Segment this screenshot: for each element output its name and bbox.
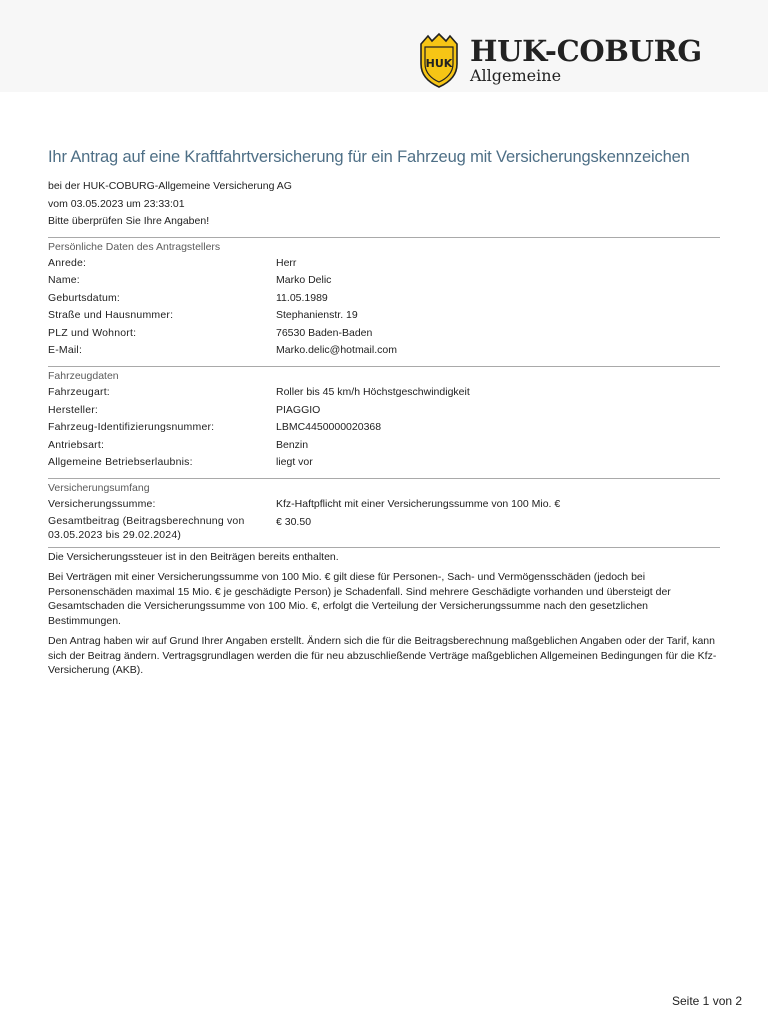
field-label: Allgemeine Betriebserlaubnis:	[48, 456, 193, 469]
field-label: Straße und Hausnummer:	[48, 309, 174, 322]
field-value: Marko Delic	[276, 274, 332, 287]
field-label: Geburtsdatum:	[48, 291, 121, 304]
field-label: Anrede:	[48, 256, 87, 269]
field-value: PIAGGIO	[276, 403, 321, 416]
field-value: Benzin	[276, 438, 309, 451]
brand-subtitle: Allgemeine	[470, 66, 562, 85]
data-row-anrede	[48, 255, 720, 273]
intro-check-note: Bitte überprüfen Sie Ihre Angaben!	[48, 215, 210, 227]
field-value: Roller bis 45 km/h Höchstgeschwindigkeit	[276, 386, 470, 399]
field-label: Antriebsart:	[48, 438, 105, 451]
data-row-vehicle-type	[48, 384, 720, 402]
page-number: Seite 1 von 2	[672, 994, 743, 1008]
note-contract-basis: Den Antrag haben wir auf Grund Ihrer Angaben erstellt. Ändern sich die für die Beitragsberechnung maßgeblichen Angaben oder der Tarif, kann sich der Beitrag ändern. Vertragsgrundlagen werden die für neu abzuschließende Verträge maßgeblichen Allgemeinen Bedingungen für die Kfz-Versicherung (AKB).	[48, 635, 717, 677]
notes-section	[48, 547, 720, 678]
intro-insurer: bei der HUK-COBURG-Allgemeine Versicherung AG	[48, 180, 292, 192]
field-label: Fahrzeugart:	[48, 386, 110, 399]
huk-coburg-logo	[418, 32, 702, 90]
data-row-fuel	[48, 437, 720, 455]
field-value: € 30.50	[276, 515, 312, 528]
data-row-name	[48, 272, 720, 290]
data-row-email	[48, 342, 720, 360]
field-label: PLZ und Wohnort:	[48, 326, 137, 339]
field-label: Gesamtbeitrag (Beitragsberechnung von 03.05.2023 bis 29.02.2024)	[48, 514, 245, 542]
data-row-total-premium	[48, 514, 720, 543]
section-title-vehicle: Fahrzeugdaten	[48, 370, 119, 383]
document-title: Ihr Antrag auf eine Kraftfahrtversicherung für ein Fahrzeug mit Versicherungskennzeichen	[48, 148, 690, 166]
field-value: Kfz-Haftpflicht mit einer Versicherungssumme von 100 Mio. €	[276, 498, 561, 511]
section-title-coverage: Versicherungsumfang	[48, 482, 150, 495]
section-coverage	[48, 478, 720, 543]
data-row-vin	[48, 419, 720, 437]
huk-shield-icon	[418, 32, 460, 88]
data-row-street	[48, 307, 720, 325]
section-title-personal: Persönliche Daten des Antragstellers	[48, 240, 221, 253]
data-row-sum-insured	[48, 496, 720, 514]
brand-name: HUK-COBURG	[470, 34, 702, 68]
field-value: Stephanienstr. 19	[276, 309, 358, 322]
note-coverage-limits: Bei Verträgen mit einer Versicherungssumme von 100 Mio. € gilt diese für Personen-, Sach- und Vermögensschäden (jedoch bei Personenschäden maximal 15 Mio. € je geschädigte Person) je Schadenfall. Sind mehrere Geschädigte vorhanden und übersteigt der Gesamtschaden die Versicherungssumme von 100 Mio. €, erfolgt die Verteilung der Versicherungssumme nach den gesetzlichen Bestimmungen.	[48, 571, 671, 627]
field-value: LBMC4450000020368	[276, 421, 382, 434]
section-personal	[48, 237, 720, 361]
logo-mark-text: HUK	[425, 57, 453, 70]
field-label: Versicherungssumme:	[48, 498, 156, 511]
field-label: Hersteller:	[48, 403, 99, 416]
data-row-manufacturer	[48, 402, 720, 420]
section-vehicle	[48, 366, 720, 472]
data-row-birthdate	[48, 290, 720, 308]
field-value: 76530 Baden-Baden	[276, 326, 373, 339]
data-row-city	[48, 325, 720, 343]
document-content	[48, 148, 720, 684]
field-value: Herr	[276, 256, 297, 269]
field-value: liegt vor	[276, 456, 313, 469]
field-label: E-Mail:	[48, 344, 83, 357]
field-value: Marko.delic@hotmail.com	[276, 344, 397, 357]
field-label: Name:	[48, 274, 80, 287]
intro-date: vom 03.05.2023 um 23:33:01	[48, 197, 185, 210]
note-tax: Die Versicherungssteuer ist in den Beiträgen bereits enthalten.	[48, 550, 339, 563]
data-row-approval	[48, 454, 720, 472]
field-value: 11.05.1989	[276, 291, 328, 304]
field-label: Fahrzeug-Identifizierungsnummer:	[48, 421, 215, 434]
